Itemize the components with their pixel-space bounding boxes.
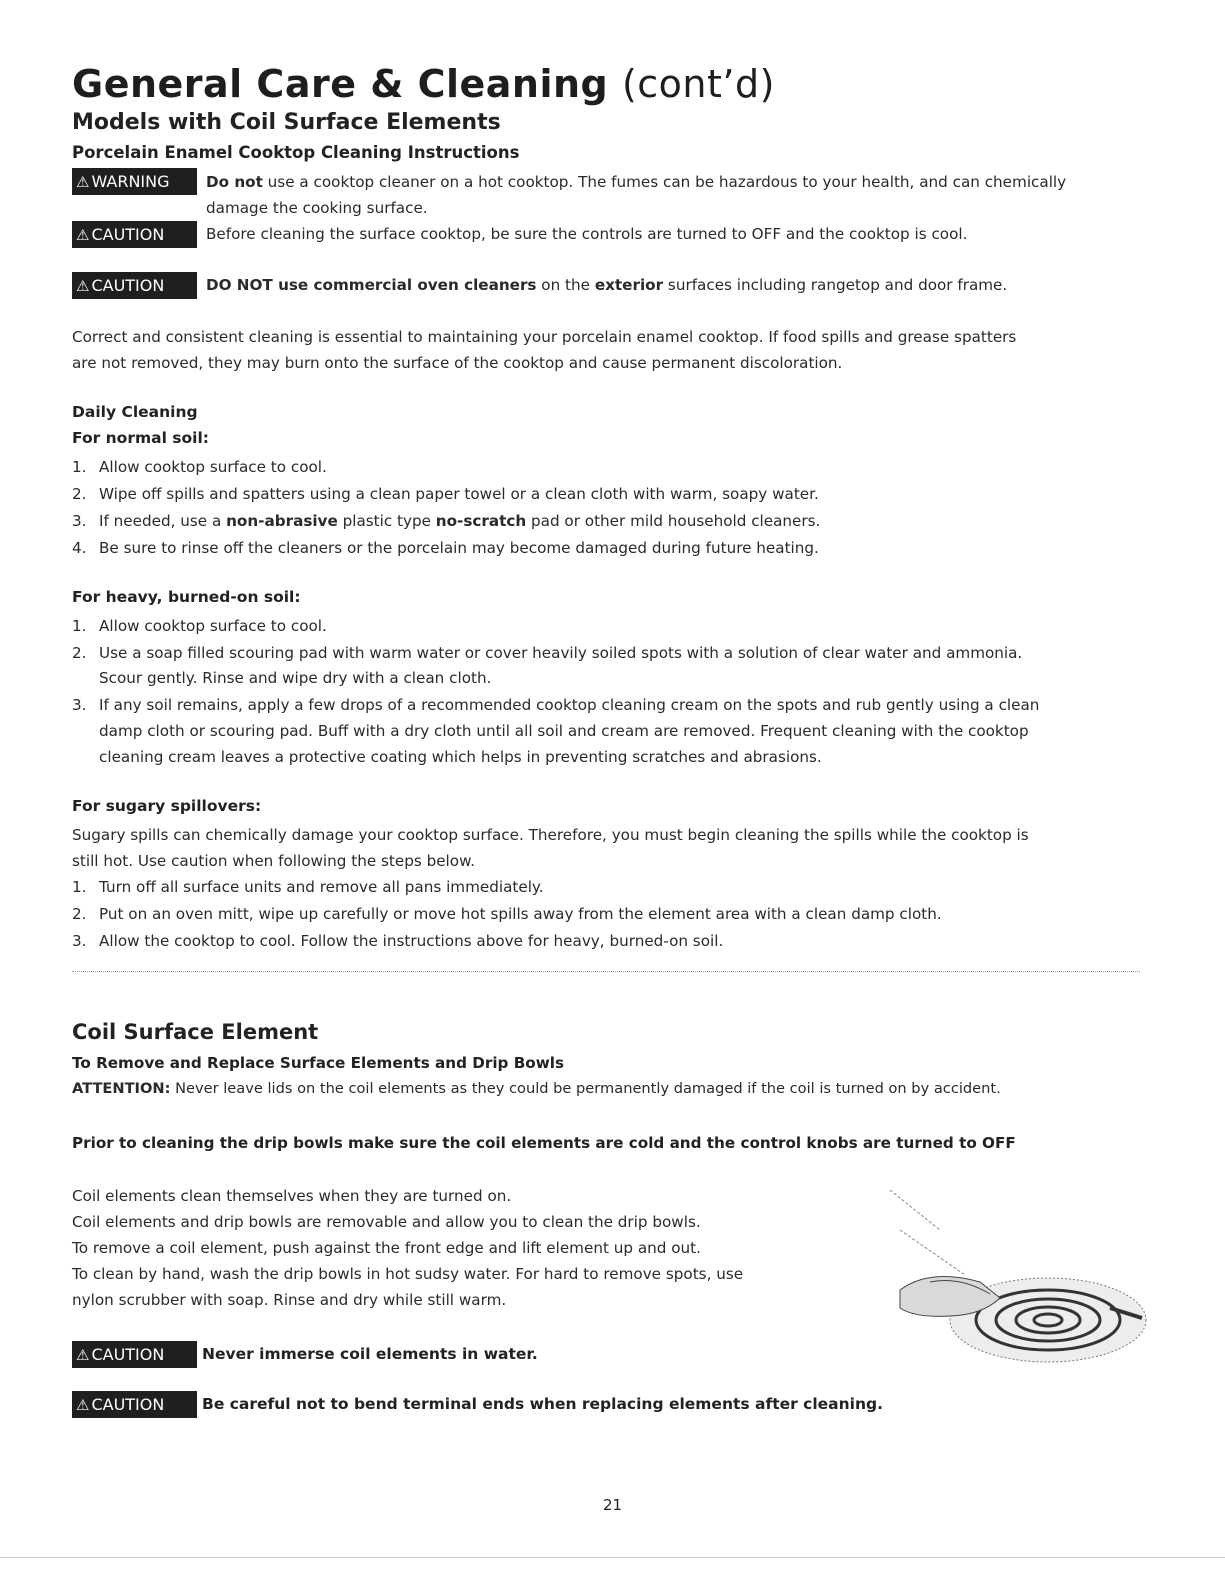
caution-bold: exterior	[594, 276, 664, 294]
list-text: Turn off all surface units and remove all pans immediately.	[99, 878, 544, 896]
coil-paragraph-line: To clean by hand, wash the drip bowls in hot sudsy water. For hard to remove spots, use	[72, 1265, 744, 1283]
list-item-continued: damp cloth or scouring pad. Buff with a dry cloth until all soil and cream are removed. Frequent cleaning with the cooktop	[99, 722, 1029, 740]
caution-badge	[72, 221, 197, 248]
list-number: 1.	[72, 458, 87, 476]
list-number: 3.	[72, 696, 87, 714]
list-item	[72, 692, 1039, 718]
caution-text-2	[206, 272, 1007, 298]
list-bold: no-scratch	[435, 512, 527, 530]
caution-text-1: Before cleaning the surface cooktop, be sure the controls are turned to OFF and the cooktop is cool.	[206, 225, 968, 243]
intro-line2: are not removed, they may burn onto the surface of the cooktop and cause permanent discoloration.	[72, 354, 843, 372]
caution-triangle-icon: ⚠	[76, 226, 90, 244]
warning-badge-label: WARNING	[91, 172, 170, 191]
coil-paragraph-line: nylon scrubber with soap. Rinse and dry while still warm.	[72, 1291, 507, 1309]
prior-cleaning-note: Prior to cleaning the drip bowls make sure the coil elements are cold and the control knobs are turned to OFF	[72, 1134, 1016, 1152]
sugary-line1: Sugary spills can chemically damage your cooktop surface. Therefore, you must begin cleaning the spills while the cooktop is	[72, 826, 1029, 844]
caution-badge-label: CAUTION	[91, 1345, 165, 1364]
list-item	[72, 640, 1022, 666]
caution-badge-label: CAUTION	[91, 276, 165, 295]
list-number: 2.	[72, 905, 87, 923]
list-text: pad or other mild household cleaners.	[526, 512, 821, 530]
warning-badge	[72, 168, 197, 195]
page-title-cont: (cont’d)	[621, 62, 775, 106]
list-item	[72, 481, 819, 507]
caution-badge	[72, 1391, 197, 1418]
list-number: 2.	[72, 485, 87, 503]
caution-tail: surfaces including rangetop and door frame.	[663, 276, 1008, 294]
daily-cleaning-heading: Daily Cleaning	[72, 403, 198, 421]
sugary-heading: For sugary spillovers:	[72, 797, 262, 815]
coil-paragraph-line: Coil elements and drip bowls are removable and allow you to clean the drip bowls.	[72, 1213, 701, 1231]
warning-triangle-icon: ⚠	[76, 173, 90, 191]
list-item	[72, 508, 820, 534]
list-number: 4.	[72, 539, 87, 557]
caution-badge	[72, 272, 197, 299]
list-text: plastic type	[337, 512, 436, 530]
page-bottom-rule	[0, 1557, 1225, 1558]
coil-paragraph-line: To remove a coil element, push against the front edge and lift element up and out.	[72, 1239, 701, 1257]
caution-triangle-icon: ⚠	[76, 277, 90, 295]
coil-subheading: To Remove and Replace Surface Elements and Drip Bowls	[72, 1054, 564, 1072]
list-number: 2.	[72, 644, 87, 662]
coil-section-title: Coil Surface Element	[72, 1020, 319, 1044]
page-number: 21	[602, 1496, 623, 1514]
list-number: 1.	[72, 878, 87, 896]
attention-label: ATTENTION:	[72, 1080, 171, 1097]
section-divider	[72, 971, 1140, 972]
list-number: 3.	[72, 932, 87, 950]
list-item	[72, 928, 723, 954]
list-number: 3.	[72, 512, 87, 530]
list-text: If needed, use a	[99, 512, 227, 530]
caution-mid: on the	[536, 276, 595, 294]
list-item	[72, 535, 819, 561]
list-item-continued: cleaning cream leaves a protective coating which helps in preventing scratches and abrasions.	[99, 748, 822, 766]
caution-badge	[72, 1341, 197, 1368]
list-text: If any soil remains, apply a few drops of a recommended cooktop cleaning cream on the spots and rub gently using a clean	[99, 696, 1040, 714]
section-heading: Porcelain Enamel Cooktop Cleaning Instructions	[72, 143, 520, 162]
list-item-continued: Scour gently. Rinse and wipe dry with a clean cloth.	[99, 669, 492, 687]
caution-triangle-icon: ⚠	[76, 1346, 90, 1364]
list-text: Be sure to rinse off the cleaners or the porcelain may become damaged during future heating.	[99, 539, 819, 557]
list-text: Wipe off spills and spatters using a clean paper towel or a clean cloth with warm, soapy water.	[99, 485, 819, 503]
attention-line	[72, 1076, 1001, 1102]
intro-line1: Correct and consistent cleaning is essential to maintaining your porcelain enamel cooktop. If food spills and grease spatters	[72, 328, 1017, 346]
list-text: Allow the cooktop to cool. Follow the instructions above for heavy, burned-on soil.	[99, 932, 724, 950]
list-item	[72, 454, 327, 480]
list-item	[72, 901, 942, 927]
caution-text-3: Never immerse coil elements in water.	[202, 1345, 538, 1363]
caution-badge-label: CAUTION	[91, 1395, 165, 1414]
caution-lead: DO NOT use commercial oven cleaners	[206, 276, 537, 294]
coil-removal-illustration	[870, 1190, 1150, 1370]
caution-badge-label: CAUTION	[91, 225, 165, 244]
caution-text-4: Be careful not to bend terminal ends when replacing elements after cleaning.	[202, 1395, 884, 1413]
normal-soil-heading: For normal soil:	[72, 429, 209, 447]
list-item	[72, 613, 327, 639]
list-text: Use a soap filled scouring pad with warm water or cover heavily soiled spots with a solution of clear water and ammonia.	[99, 644, 1023, 662]
list-number: 1.	[72, 617, 87, 635]
sugary-line2: still hot. Use caution when following the steps below.	[72, 852, 475, 870]
list-text: Allow cooktop surface to cool.	[99, 458, 327, 476]
caution-triangle-icon: ⚠	[76, 1396, 90, 1414]
attention-text: Never leave lids on the coil elements as they could be permanently damaged if the coil is turned on by accident.	[170, 1080, 1001, 1097]
list-text: Put on an oven mitt, wipe up carefully or move hot spills away from the element area with a clean damp cloth.	[99, 905, 942, 923]
heavy-soil-heading: For heavy, burned-on soil:	[72, 588, 301, 606]
list-text: Allow cooktop surface to cool.	[99, 617, 327, 635]
page-title	[72, 62, 775, 106]
coil-paragraph-line: Coil elements clean themselves when they are turned on.	[72, 1187, 512, 1205]
warning-lead: Do not	[206, 173, 263, 191]
warning-text-line1	[206, 169, 1066, 195]
section-subtitle: Models with Coil Surface Elements	[72, 110, 501, 135]
list-item	[72, 874, 544, 900]
warning-body: use a cooktop cleaner on a hot cooktop. The fumes can be hazardous to your health, and can chemically	[262, 173, 1067, 191]
warning-text-line2: damage the cooking surface.	[206, 199, 428, 217]
list-bold: non-abrasive	[226, 512, 338, 530]
page-title-main: General Care & Cleaning	[72, 62, 609, 106]
